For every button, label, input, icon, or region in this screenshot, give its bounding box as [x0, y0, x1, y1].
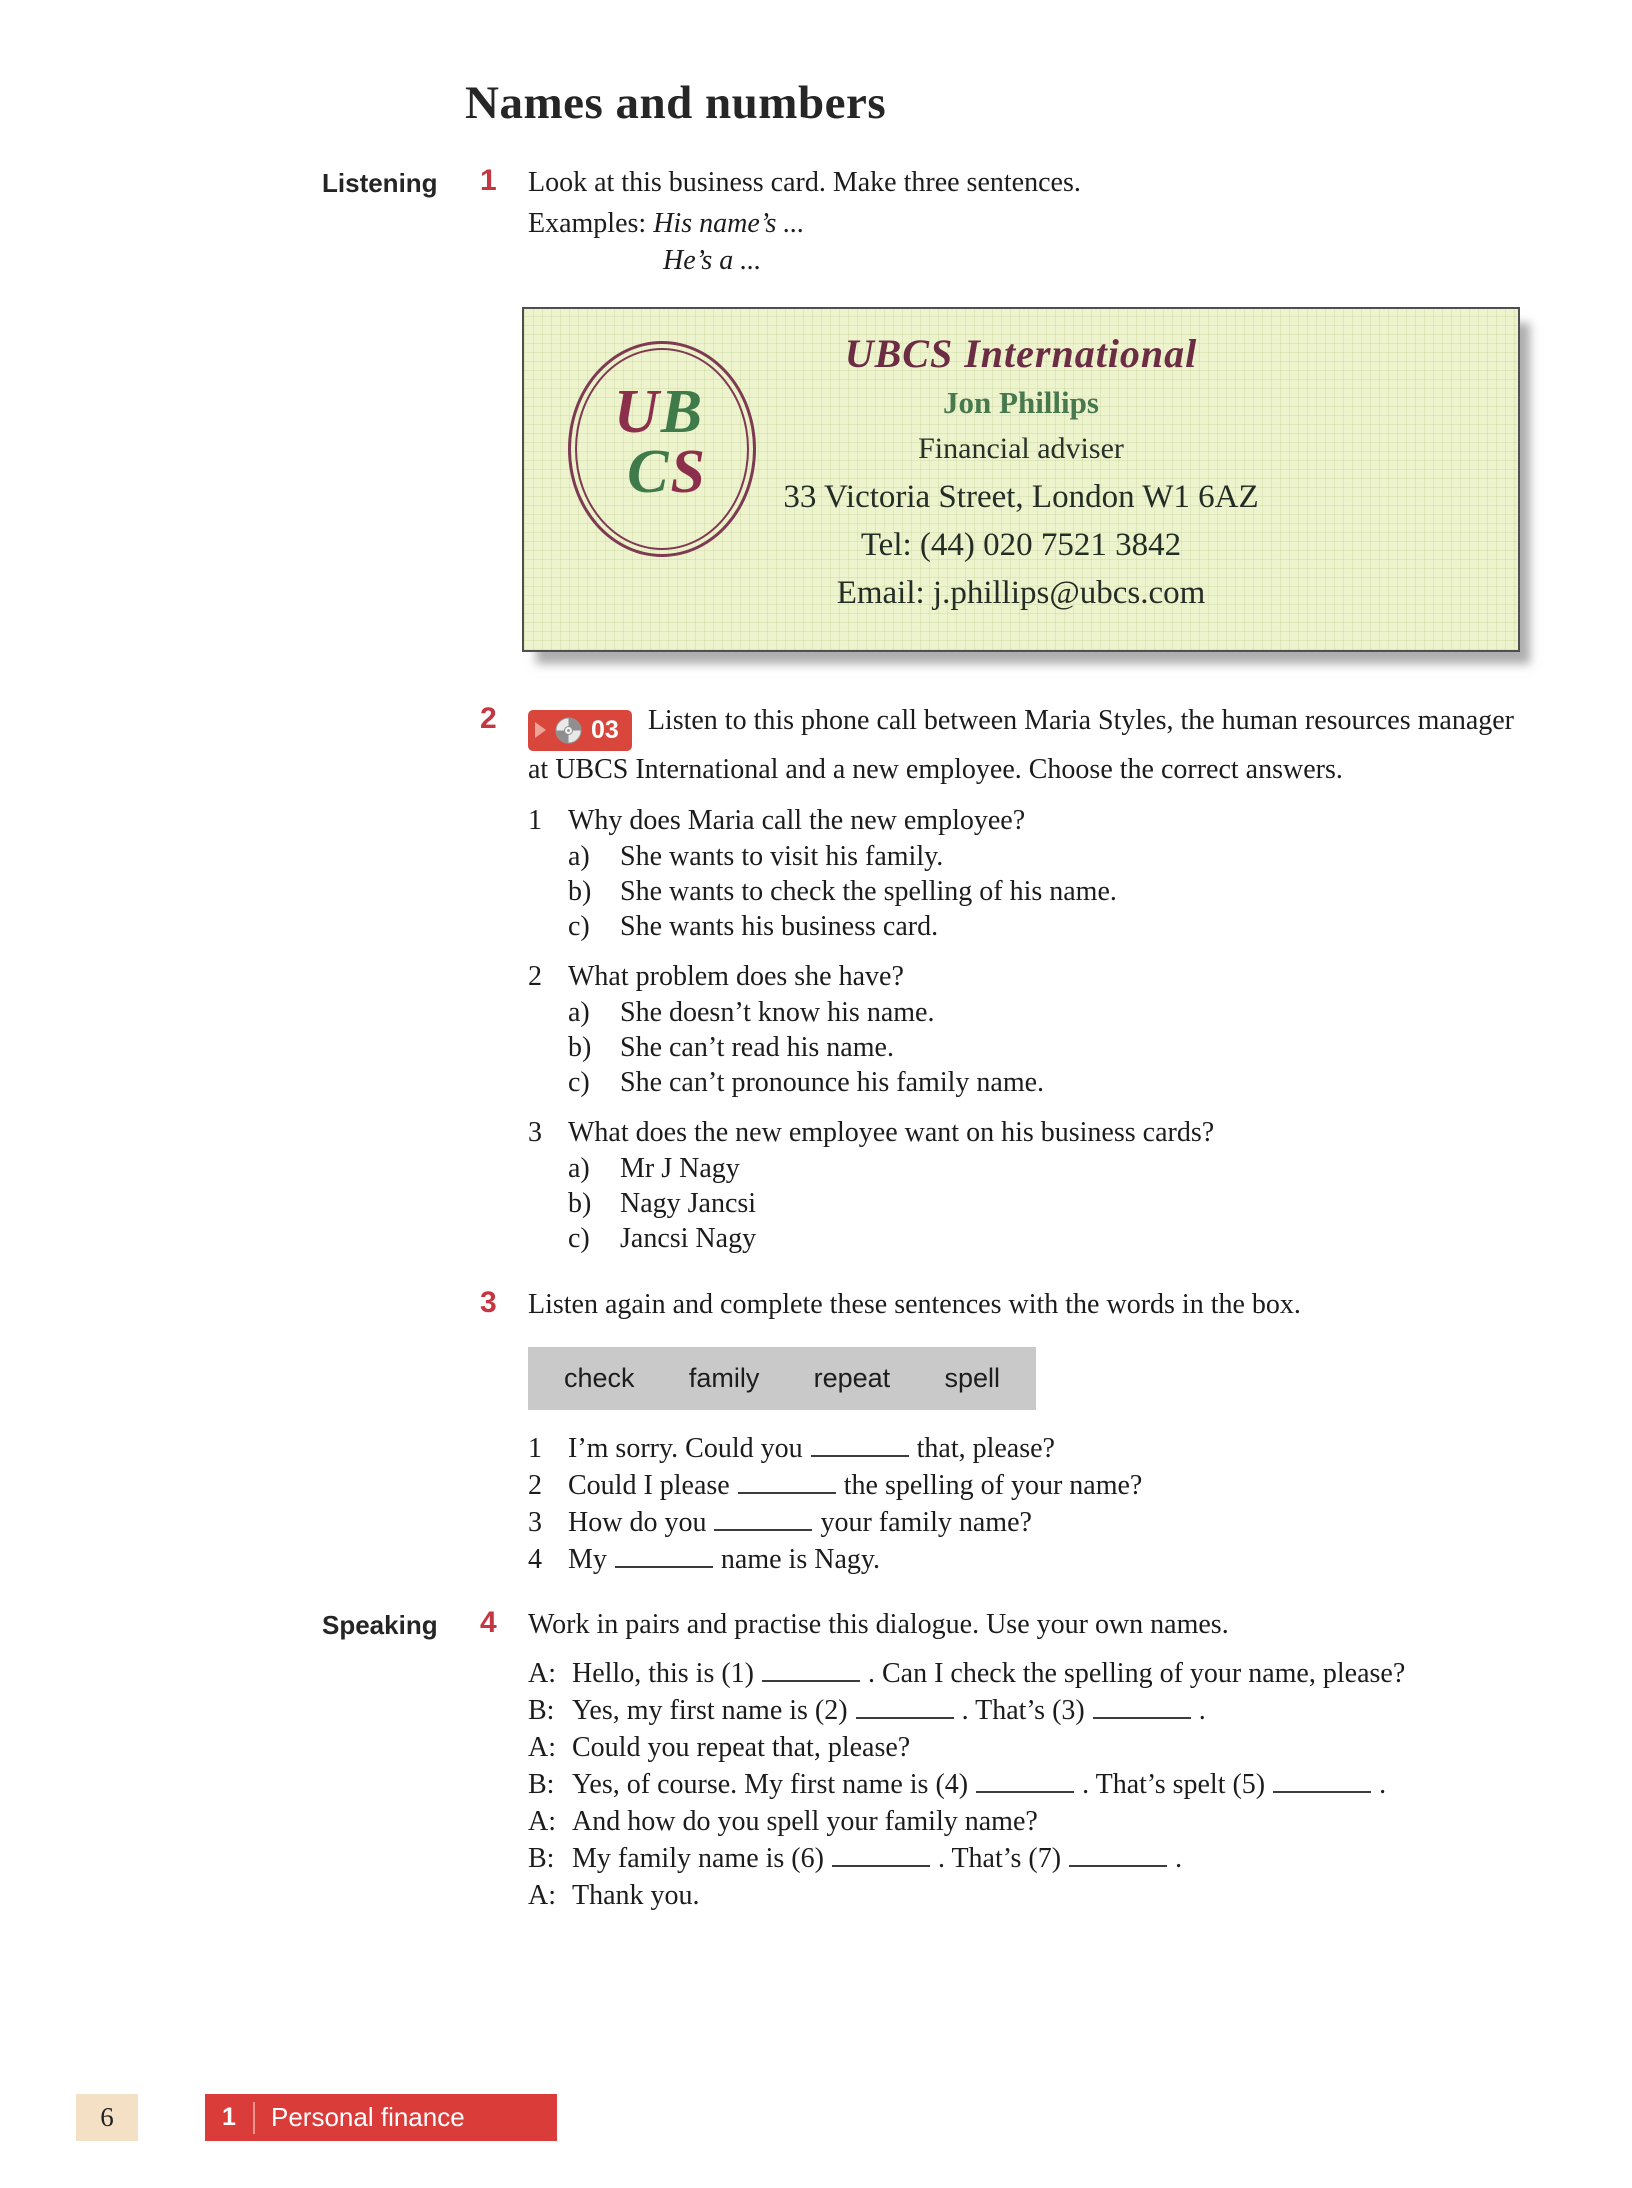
fill-in-blank: [714, 1509, 812, 1531]
section-label-speaking: Speaking: [322, 1609, 438, 1640]
gap-sentence-2: 2 Could I please the spelling of your name?: [528, 1469, 1143, 1501]
dialogue-line-2: B: Yes, my first name is (2) . That’s (3) .: [528, 1694, 1206, 1726]
exercise-4: [0, 1606, 1632, 1914]
option-1b: b) She wants to check the spelling of his name.: [568, 875, 1117, 907]
question-text: What problem does she have?: [568, 960, 904, 992]
fill-in-blank: [856, 1697, 954, 1719]
option-2a: a) She doesn’t know his name.: [568, 996, 935, 1028]
word-box-item: check: [564, 1362, 635, 1393]
question-2: [528, 958, 1528, 1100]
dialogue-line-4: B: Yes, of course. My first name is (4) . That’s spelt (5) .: [528, 1768, 1387, 1800]
unit-title: Personal finance: [271, 2102, 465, 2132]
fill-in-blank: [811, 1435, 909, 1457]
word-box-item: spell: [944, 1362, 1000, 1393]
option-1a: a) She wants to visit his family.: [568, 840, 944, 872]
section-label-listening: Listening: [322, 168, 438, 198]
gap-sentence-3: 3 How do you your family name?: [528, 1506, 1032, 1538]
example-2: He’s a ...: [663, 245, 762, 276]
option-2c: c) She can’t pronounce his family name.: [568, 1066, 1045, 1098]
examples-label: Examples:: [528, 208, 647, 239]
cd-icon: [555, 717, 582, 744]
unit-footer-bar: [205, 2094, 557, 2141]
exercise-1-examples: [528, 205, 1528, 279]
exercise-3-instruction: Listen again and complete these sentences with the words in the box.: [528, 1288, 1301, 1320]
fill-in-blank: [1069, 1845, 1167, 1867]
option-3b: b) Nagy Jancsi: [568, 1187, 757, 1219]
exercise-2-number: 2: [480, 702, 497, 735]
exercise-1-instruction: Look at this business card. Make three sentences.: [528, 167, 1081, 198]
gap-sentence-1: 1 I’m sorry. Could you that, please?: [528, 1432, 1055, 1464]
fill-in-blank: [738, 1472, 836, 1494]
question-number: 1: [528, 804, 542, 836]
word-box: [528, 1347, 1036, 1410]
card-email: Email: j.phillips@ubcs.com: [836, 575, 1206, 611]
word-box-item: family: [688, 1362, 760, 1393]
dialogue-line-6: B: My family name is (6) . That’s (7) .: [528, 1842, 1183, 1874]
dialogue: [528, 1655, 1528, 1914]
option-2b: b) She can’t read his name.: [568, 1031, 894, 1063]
fill-in-blank: [762, 1660, 860, 1682]
question-text: What does the new employee want on his business cards?: [568, 1116, 1215, 1148]
word-box-item: repeat: [813, 1362, 891, 1393]
question-text: Why does Maria call the new employee?: [568, 804, 1026, 836]
dialogue-line-1: A: Hello, this is (1) . Can I check the spelling of your name, please?: [528, 1657, 1406, 1689]
question-number: 2: [528, 960, 542, 992]
logo-letters-bottom: CS: [627, 438, 707, 506]
fill-in-blank: [615, 1546, 713, 1568]
gap-sentence-4: 4 My name is Nagy.: [528, 1543, 881, 1575]
fill-in-blank: [1273, 1771, 1371, 1793]
option-3a: a) Mr J Nagy: [568, 1152, 740, 1184]
question-3: [528, 1114, 1528, 1256]
exercise-4-instruction: Work in pairs and practise this dialogue. Use your own names.: [528, 1608, 1229, 1640]
audio-track-number: 03: [591, 715, 619, 744]
option-3c: c) Jancsi Nagy: [568, 1222, 757, 1254]
option-1c: c) She wants his business card.: [568, 910, 939, 942]
footer-divider: [253, 2102, 255, 2134]
exercise-3-number: 3: [480, 1285, 497, 1319]
logo-letters-top: UB: [613, 378, 705, 446]
business-card: [522, 307, 1520, 652]
fill-in-blank: [1093, 1697, 1191, 1719]
fill-in-blank: [976, 1771, 1074, 1793]
exercise-3: [0, 1286, 1632, 1578]
question-1: [528, 802, 1528, 944]
card-telephone: Tel: (44) 020 7521 3842: [860, 527, 1182, 563]
question-number: 3: [528, 1116, 542, 1148]
example-1: His name’s ...: [653, 208, 805, 239]
dialogue-line-5: A: And how do you spell your family name?: [528, 1805, 1038, 1837]
exercise-2-instruction: 03 Listen to this phone call between Maria Styles, the human resources manager at UBCS International and a new employee. Choose the correct answers.: [528, 705, 1514, 785]
page-title: Names and numbers: [465, 77, 887, 129]
card-company-name: UBCS International: [844, 331, 1198, 376]
card-person-name: Jon Phillips: [943, 385, 1099, 420]
audio-track-badge: [528, 710, 632, 751]
exercise-4-number: 4: [480, 1605, 497, 1639]
page-number-tab: 6: [76, 2094, 138, 2141]
fill-in-blank: [832, 1845, 930, 1867]
play-pointer-icon: [535, 722, 546, 738]
card-address: 33 Victoria Street, London W1 6AZ: [783, 479, 1259, 515]
unit-number: 1: [222, 2103, 236, 2131]
card-job-title: Financial adviser: [918, 432, 1124, 465]
dialogue-line-3: A: Could you repeat that, please?: [528, 1731, 911, 1763]
exercise-1: [0, 164, 1632, 652]
ubcs-logo-icon: [568, 341, 756, 557]
dialogue-line-7: A: Thank you.: [528, 1879, 700, 1911]
exercise-1-number: 1: [480, 164, 497, 197]
exercise-2: [0, 702, 1632, 1256]
